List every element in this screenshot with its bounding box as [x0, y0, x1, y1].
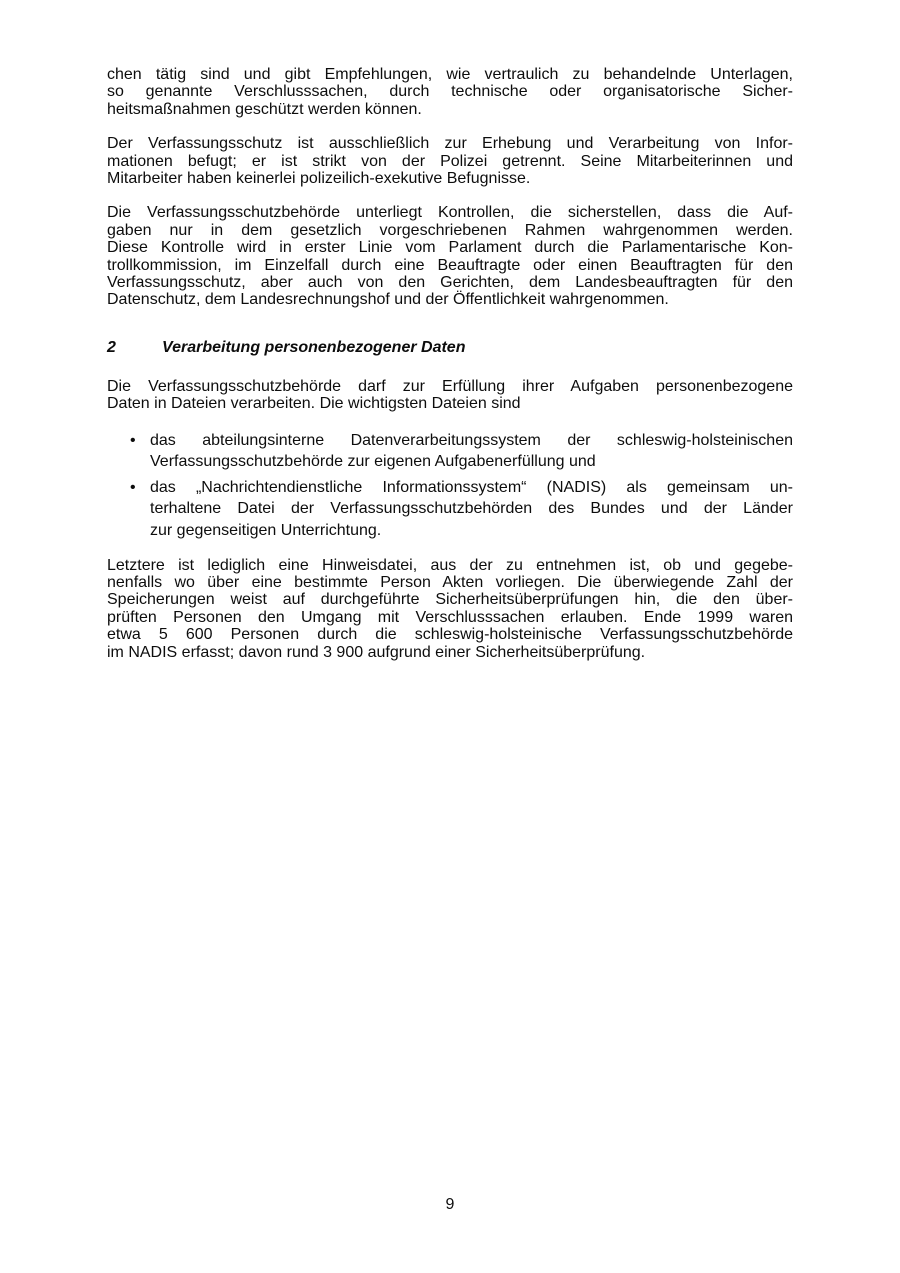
text-line: trollkommission, im Einzelfall durch eine Beauftragte oder einen Beauftragten für den — [107, 256, 793, 274]
text-line: heitsmaßnahmen geschützt werden können. — [107, 100, 422, 118]
text-line: Verfassungsschutz, aber auch von den Gerichten, dem Landesbeauftragten für den — [107, 274, 793, 292]
text-line: zur gegenseitigen Unterrichtung. — [150, 522, 382, 540]
text-line: Der Verfassungsschutz ist ausschließlich zur Erhebung und Verarbeitung von Infor- — [107, 135, 793, 153]
section-heading — [107, 339, 793, 357]
text-line: Datenschutz, dem Landesrechnungshof und der Öffentlichkeit wahrgenommen. — [107, 291, 669, 309]
bullet-icon: • — [130, 478, 136, 496]
section-number: 2 — [107, 338, 116, 356]
text-line: Letztere ist lediglich eine Hinweisdatei, aus der zu entnehmen ist, ob und gegebe- — [107, 556, 793, 574]
bullet-list — [107, 430, 793, 542]
text-line: Daten in Dateien verarbeiten. Die wichtigsten Dateien sind — [107, 395, 521, 413]
list-item — [107, 477, 793, 542]
page-number: 9 — [445, 1196, 455, 1213]
text-line: das „Nachrichtendienstliche Informationssystem“ (NADIS) als gemeinsam un- — [150, 478, 793, 496]
list-item-text — [150, 477, 793, 542]
paragraph — [107, 557, 793, 661]
list-item — [107, 430, 793, 473]
text-line: terhaltene Datei der Verfassungsschutzbehörden des Bundes und der Länder — [150, 500, 793, 518]
text-line: Die Verfassungsschutzbehörde unterliegt Kontrollen, die sicherstellen, dass die Auf- — [107, 204, 793, 222]
text-line: Verfassungsschutzbehörde zur eigenen Aufgabenerfüllung und — [150, 453, 596, 471]
text-line: mationen befugt; er ist strikt von der Polizei getrennt. Seine Mitarbeiterinnen und — [107, 152, 793, 170]
bullet-icon: • — [130, 431, 136, 449]
section-title: Verarbeitung personenbezogener Daten — [162, 338, 466, 356]
text-line: gaben nur in dem gesetzlich vorgeschriebenen Rahmen wahrgenommen werden. — [107, 221, 793, 239]
list-item-text — [150, 430, 793, 473]
text-line: Die Verfassungsschutzbehörde darf zur Erfüllung ihrer Aufgaben personenbezogene — [107, 377, 793, 395]
paragraph — [107, 135, 793, 187]
paragraph — [107, 66, 793, 118]
text-line: nenfalls wo über eine bestimmte Person Akten vorliegen. Die überwiegende Zahl der — [107, 574, 793, 592]
page-content — [107, 66, 793, 678]
paragraph — [107, 204, 793, 308]
text-line: so genannte Verschlusssachen, durch technische oder organisatorische Sicher- — [107, 83, 793, 101]
text-line: Mitarbeiter haben keinerlei polizeilich-exekutive Befugnisse. — [107, 170, 531, 188]
text-line: etwa 5 600 Personen durch die schleswig-holsteinische Verfassungsschutzbehörde — [107, 626, 793, 644]
paragraph — [107, 378, 793, 413]
text-line: Diese Kontrolle wird in erster Linie vom Parlament durch die Parlamentarische Kon- — [107, 239, 793, 257]
text-line: Speicherungen weist auf durchgeführte Sicherheitsüberprüfungen hin, die den über- — [107, 591, 793, 609]
text-line: im NADIS erfasst; davon rund 3 900 aufgrund einer Sicherheitsüberprüfung. — [107, 643, 646, 661]
text-line: prüften Personen den Umgang mit Verschlusssachen erlauben. Ende 1999 waren — [107, 608, 793, 626]
text-line: chen tätig sind und gibt Empfehlungen, wie vertraulich zu behandelnde Unterlagen, — [107, 66, 793, 83]
text-line: das abteilungsinterne Datenverarbeitungssystem der schleswig-holsteinischen — [150, 431, 793, 449]
